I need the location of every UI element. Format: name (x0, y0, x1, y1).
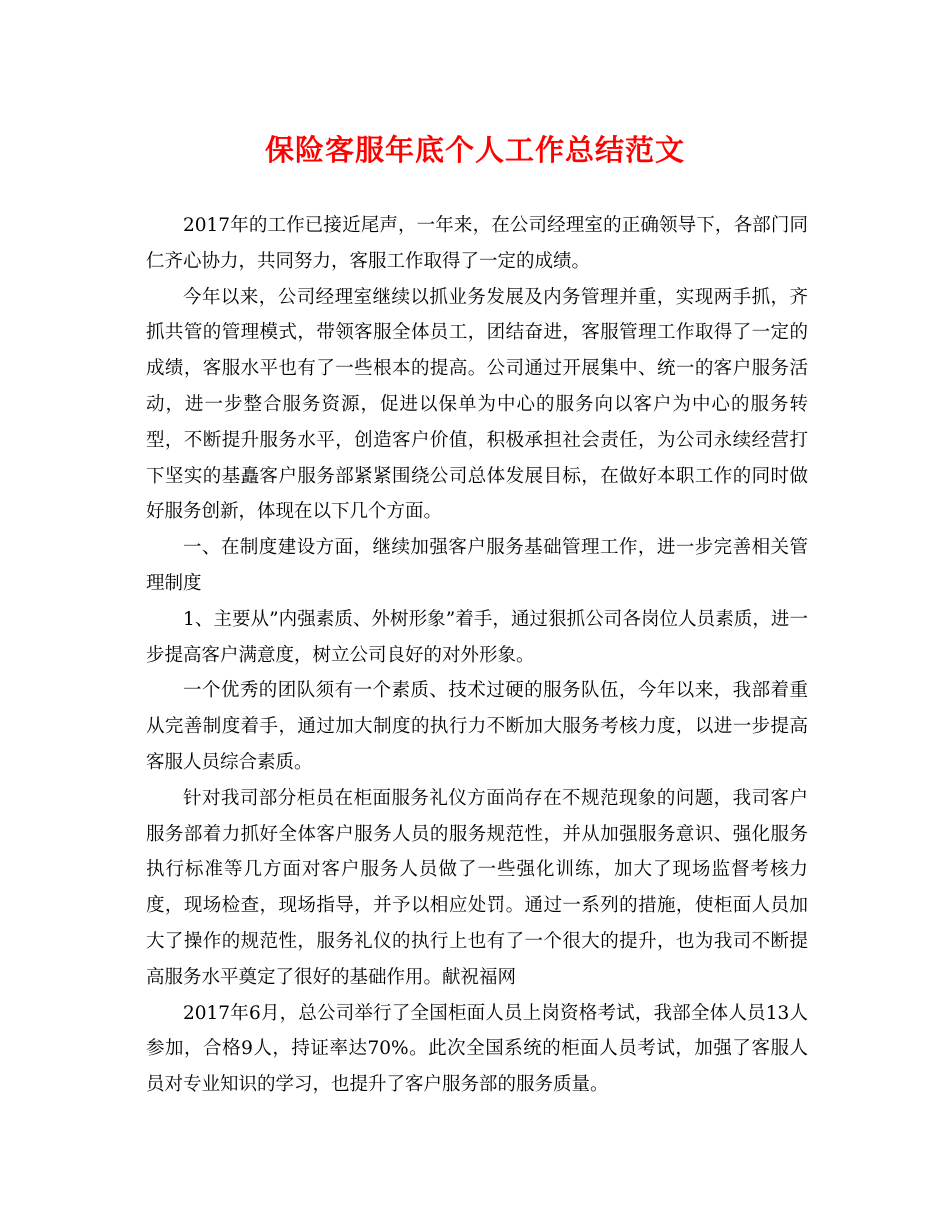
paragraph-team-quality: 一个优秀的团队须有一个素质、技术过硬的服务队伍，今年以来，我部着重从完善制度着手，通过加大制度的执行力不断加大服务考核力度，以进一步提高客服人员综合素质。 (146, 680, 808, 773)
paragraph-overview: 今年以来，公司经理室继续以抓业务发展及内务管理并重，实现两手抓，齐抓共管的管理模式，带领客服全体员工，团结奋进，客服管理工作取得了一定的成绩，客服水平也有了一些根本的提高。公司通过开展集中、统一的客户服务活动，进一步整合服务资源，促进以保单为中心的服务向以客户为中心的服务转型，不断提升服务水平，创造客户价值，积极承担社会责任，为公司永续经营打下坚实的基矗客户服务部紧紧围绕公司总体发展目标，在做好本职工作的同时做好服务创新，体现在以下几个方面。 (146, 286, 808, 523)
paragraph-exam-result: 2017年6月，总公司举行了全国柜面人员上岗资格考试，我部全体人员13人参加，合格9人，持证率达70%。此次全国系统的柜面人员考试，加强了客服人员对专业知识的学习，也提升了客户服务部的服务质量。 (146, 1002, 808, 1096)
paragraph-intro: 2017年的工作已接近尾声，一年来，在公司经理室的正确领导下，各部门同仁齐心协力，共同努力，客服工作取得了一定的成绩。 (146, 215, 808, 272)
paragraph-item-1: 1、主要从”内强素质、外树形象”着手，通过狠抓公司各岗位人员素质，进一步提高客户满意度，树立公司良好的对外形象。 (146, 608, 808, 666)
paragraph-service-etiquette: 针对我司部分柜员在柜面服务礼仪方面尚存在不规范现象的问题，我司客户服务部着力抓好全体客户服务人员的服务规范性，并从加强服务意识、强化服务执行标准等几方面对客户服务人员做了一些强化训练，加大了现场监督考核力度，现场检查，现场指导，并予以相应处罚。通过一系列的措施，使柜面人员加大了操作的规范性，服务礼仪的执行上也有了一个很大的提升，也为我司不断提高服务水平奠定了很好的基础作用。献祝福网 (146, 787, 808, 988)
document-body (146, 208, 808, 1103)
section-heading-system-building: 一、在制度建设方面，继续加强客户服务基础管理工作，进一步完善相关管理制度 (146, 537, 808, 594)
document-title: 保险客服年底个人工作总结范文 (264, 133, 685, 167)
